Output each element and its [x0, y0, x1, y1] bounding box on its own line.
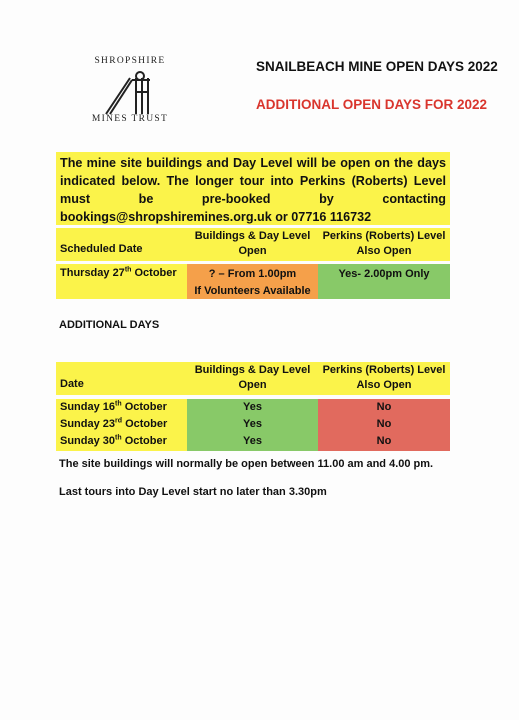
row-date: Sunday 30th October	[56, 433, 187, 451]
row-buildings-status: Yes	[187, 399, 318, 416]
header-perkins: Perkins (Roberts) Level Also Open	[322, 364, 446, 391]
table-header-row	[56, 362, 450, 395]
row-perkins-status: No	[318, 416, 450, 433]
header-buildings: Buildings & Day Level Open	[194, 364, 311, 391]
page-title: SNAILBEACH MINE OPEN DAYS 2022	[256, 59, 498, 74]
row-perkins-status: No	[318, 399, 450, 416]
row-buildings-status: Yes	[187, 416, 318, 433]
table-row	[56, 399, 450, 416]
row-date: Thursday 27th October	[56, 264, 187, 299]
notice-box	[56, 152, 450, 225]
row-perkins-status: No	[318, 433, 450, 451]
additional-days-label: ADDITIONAL DAYS	[59, 319, 160, 331]
notice-text: The mine site buildings and Day Level will be open on the days indicated below. The longer tour into Perkins (Roberts) Level must be pre-booked by contacting bookings@shropshiremines.org.uk or 07716 116732	[60, 156, 446, 224]
header-date: Date	[60, 378, 84, 390]
logo-bottom-text: MINES TRUST	[91, 114, 169, 124]
table-row	[56, 264, 450, 299]
logo-top-text: SHROPSHIRE	[94, 56, 166, 66]
row-buildings-status: ? – From 1.00pm If Volunteers Available	[187, 264, 318, 299]
mine-headframe-icon	[96, 68, 162, 116]
table-row	[56, 433, 450, 451]
shropshire-mines-trust-logo	[78, 56, 182, 126]
last-tours-note: Last tours into Day Level start no later than 3.30pm	[59, 486, 327, 498]
header-buildings: Buildings & Day Level Open	[194, 230, 311, 257]
table-header-row	[56, 228, 450, 261]
row-perkins-status: Yes- 2.00pm Only	[318, 264, 450, 299]
page-subtitle: ADDITIONAL OPEN DAYS FOR 2022	[256, 97, 488, 112]
row-date: Sunday 23rd October	[56, 416, 187, 433]
header-date: Scheduled Date	[60, 243, 143, 255]
row-buildings-status: Yes	[187, 433, 318, 451]
table-row	[56, 416, 450, 433]
header-perkins: Perkins (Roberts) Level Also Open	[322, 230, 446, 257]
row-date: Sunday 16th October	[56, 399, 187, 416]
opening-hours-note: The site buildings will normally be open between 11.00 am and 4.00 pm.	[59, 458, 434, 470]
